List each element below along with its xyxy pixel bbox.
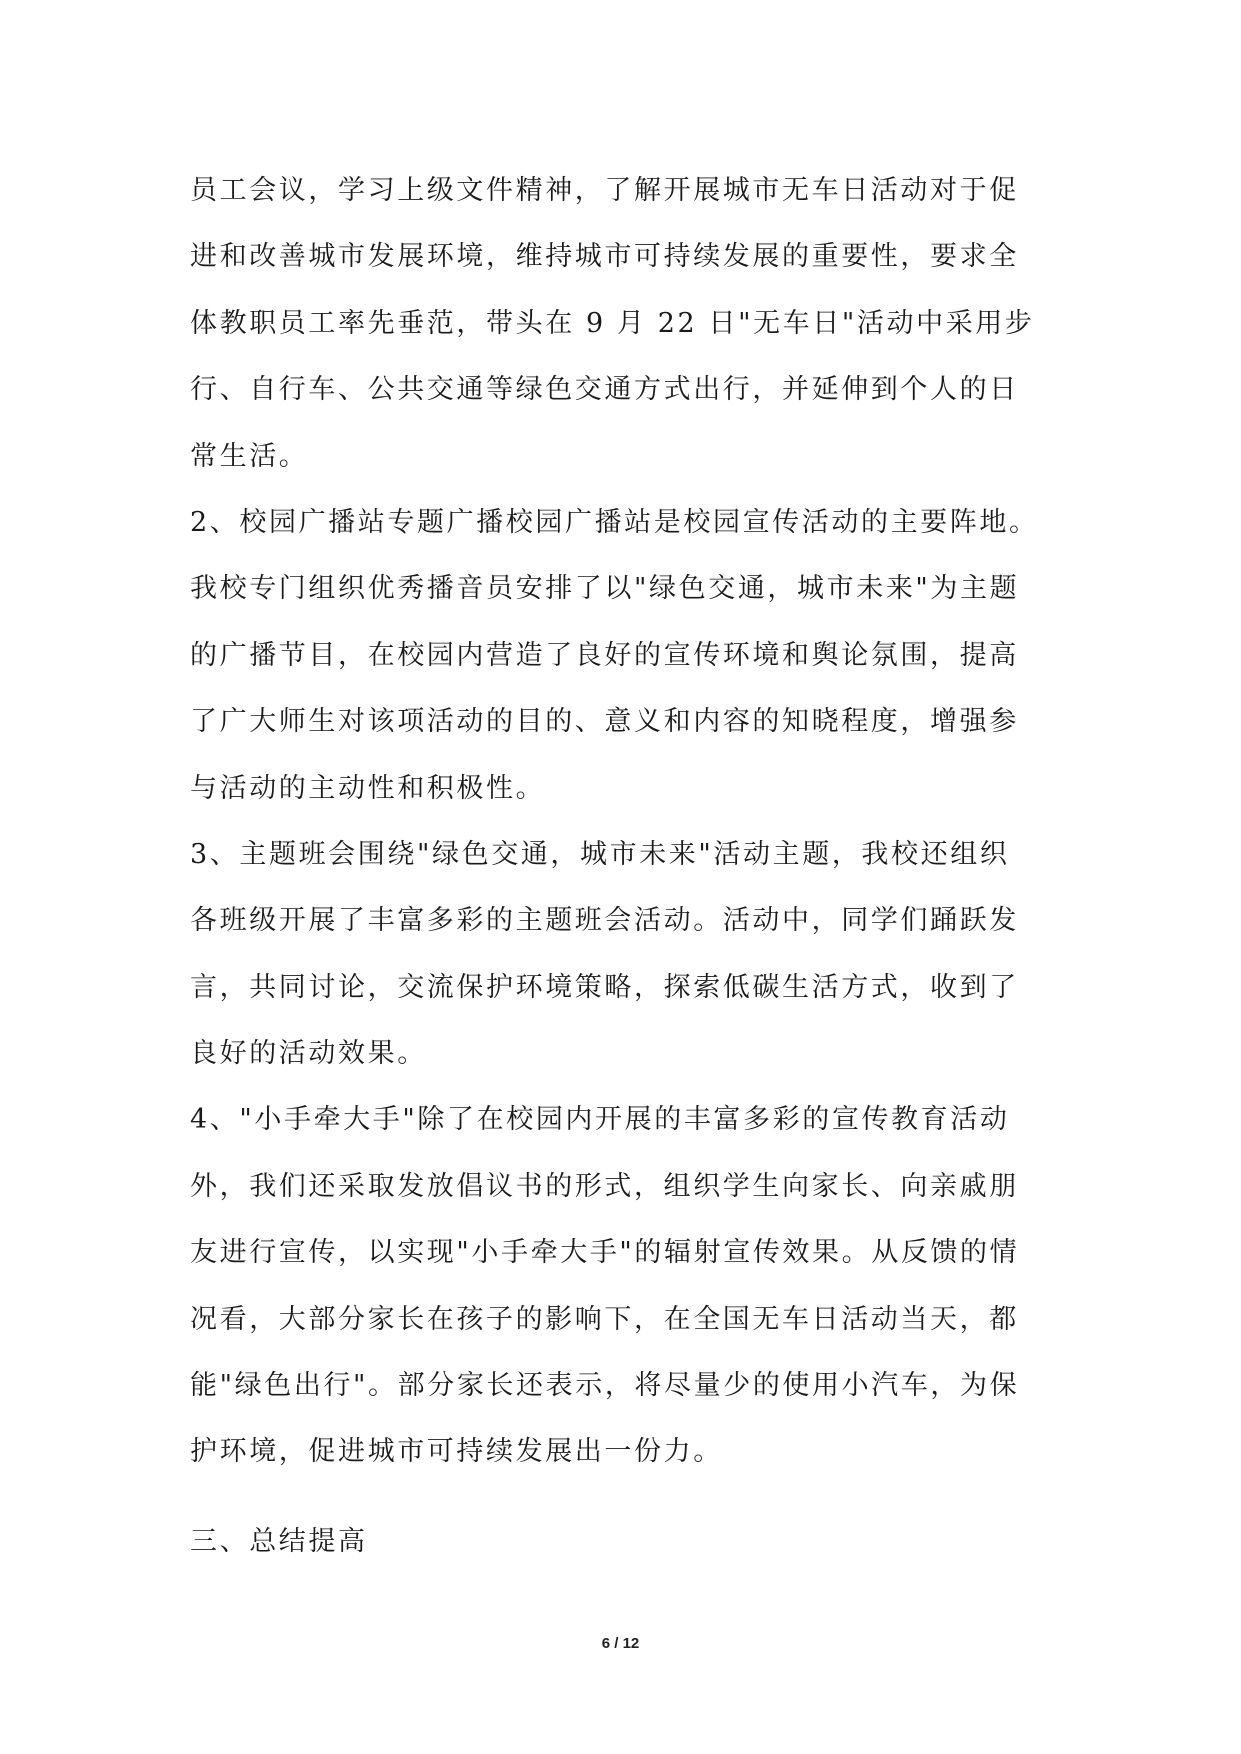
text-line: 良好的活动效果。 [190, 1038, 427, 1070]
text-line: 行、自行车、公共交通等绿色交通方式出行，并延伸到个人的日 [190, 374, 1019, 406]
page-number: 6 / 12 [601, 1635, 640, 1652]
text-line: 的广播节目，在校园内营造了良好的宣传环境和舆论氛围，提高 [190, 639, 1019, 671]
text-line: 各班级开展了丰富多彩的主题班会活动。活动中，同学们踊跃发 [190, 905, 1019, 937]
body-text [190, 158, 1070, 1486]
text-line: 能"绿色出行"。部分家长还表示，将尽量少的使用小汽车，为保 [190, 1370, 1020, 1402]
text-line: 员工会议，学习上级文件精神，了解开展城市无车日活动对于促 [190, 175, 1019, 206]
text-line: 体教职员工率先垂范，带头在 9 月 22 日"无车日"活动中采用步 [190, 307, 1035, 339]
text-line: 常生活。 [190, 440, 309, 472]
section-heading: 三、总结提高 [190, 1526, 368, 1557]
text-line: 我校专门组织优秀播音员安排了以"绿色交通，城市未来"为主题 [190, 573, 1020, 605]
text-line: 2、校园广播站专题广播校园广播站是校园宣传活动的主要阵地。 [190, 506, 1039, 538]
text-line: 了广大师生对该项活动的目的、意义和内容的知晓程度，增强参 [190, 706, 1019, 738]
text-line: 外，我们还采取发放倡议书的形式，组织学生向家长、向亲戚朋 [190, 1170, 1019, 1202]
text-line: 友进行宣传，以实现"小手牵大手"的辐射宣传效果。从反馈的情 [190, 1237, 1020, 1269]
text-line: 4、"小手牵大手"除了在校园内开展的丰富多彩的宣传教育活动 [190, 1104, 1010, 1136]
text-line: 进和改善城市发展环境，维持城市可持续发展的重要性，要求全 [190, 241, 1019, 273]
text-line: 3、主题班会围绕"绿色交通，城市未来"活动主题，我校还组织 [190, 838, 1010, 870]
text-line: 与活动的主动性和积极性。 [190, 772, 546, 804]
text-line: 言，共同讨论，交流保护环境策略，探索低碳生活方式，收到了 [190, 971, 1019, 1003]
text-line: 护环境，促进城市可持续发展出一份力。 [190, 1436, 723, 1468]
text-line: 况看，大部分家长在孩子的影响下，在全国无车日活动当天，都 [190, 1303, 1019, 1335]
